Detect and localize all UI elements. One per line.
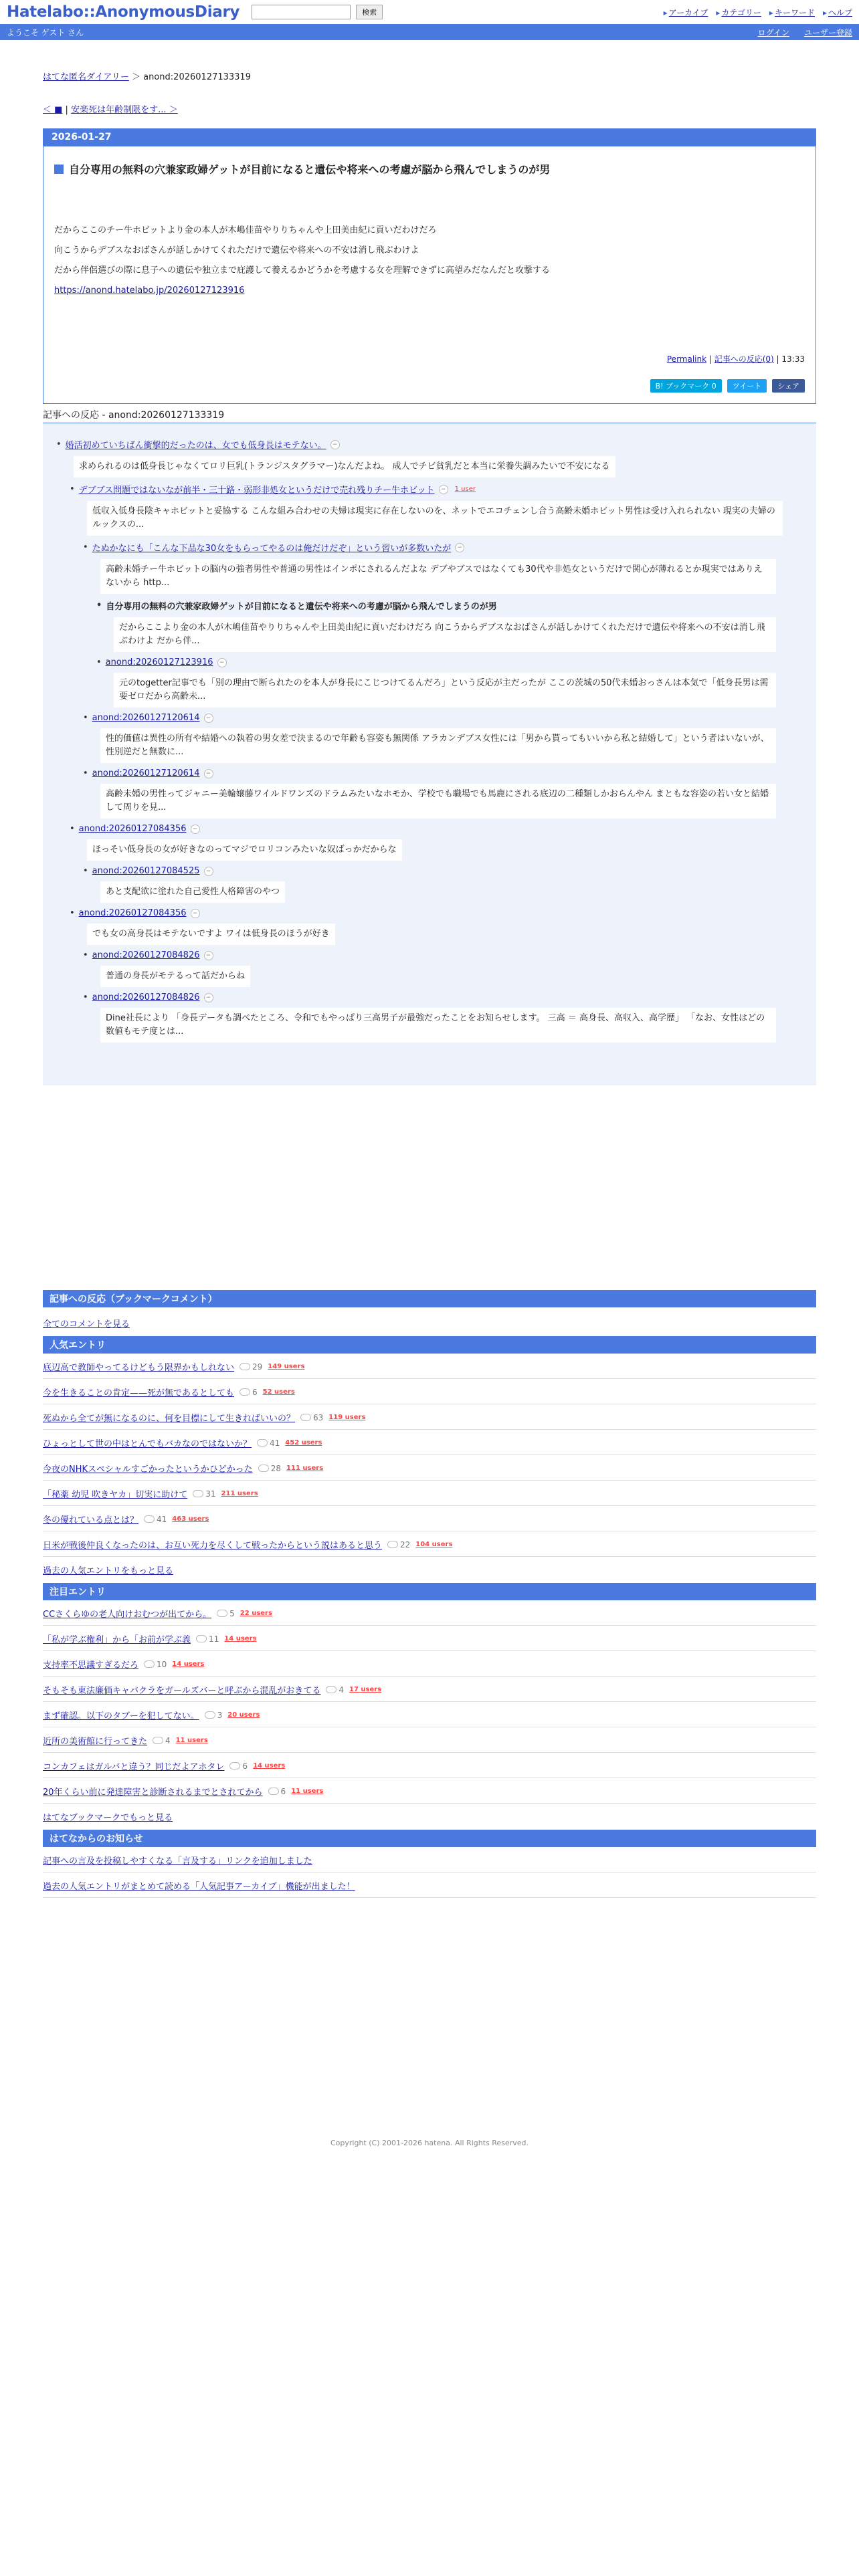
popular-list <box>43 1354 816 1557</box>
user-bar <box>0 24 859 40</box>
bookmark-users[interactable]: 211 users <box>221 1490 258 1497</box>
article <box>43 128 816 404</box>
reaction-excerpt: だからここより金の本人が木嶋佳苗やりりちゃんや上田美由紀に貢いだわけだろ 向こうからデブスなおばさんが話しかけてくれただけで遺伝や将来への不安は消し飛ぶわけよ だから伴... <box>114 617 776 652</box>
notable-entry-link[interactable]: CCさくらゆの老人向けおむつが出てから。 <box>43 1610 212 1620</box>
expand-icon[interactable]: − <box>191 909 200 918</box>
notable-entry-link[interactable]: 近所の美術館に行ってきた <box>43 1737 148 1747</box>
article-line: だから伴侶選びの際に息子への遺伝や独立まで庇護して養えるかどうかを考慮する女を理解できずに高望みだなんだと攻撃する <box>54 265 551 276</box>
comment-count-value: 29 <box>252 1362 263 1372</box>
comment-bubble-icon <box>144 1515 155 1523</box>
reaction-link[interactable]: • anond:20260127123916 <box>105 657 213 667</box>
popular-entry-link[interactable]: 死ぬから全てが無になるのに、何を目標にして生きればいいの？ <box>43 1414 296 1424</box>
comment-bubble-icon <box>193 1490 203 1497</box>
reaction-excerpt: Dine社長により 「身長データも調べたところ、令和でもやっぱり三高男子が最強だったことをお知らせします。 三高 ＝ 高身長、高収入、高学歴」 「なお、女性はどの数値もモテ度とは... <box>100 1008 776 1043</box>
popular-entry <box>43 1354 816 1379</box>
reaction-excerpt: 普通の身長がモテるって話だからね <box>100 966 250 987</box>
reaction-excerpt: 高齢未婚の男性ってジャニー美輪嬢藤ワイルドワンズのドラムみたいなホモか、学校でも職場でも馬鹿にされる底辺の二種類しかおらんやん まともな容姿の若い女と結婚して周りを見... <box>100 784 776 819</box>
comment-bubble-icon <box>153 1737 163 1744</box>
hatena-bookmark-button[interactable]: B! ブックマーク 0 <box>650 379 722 393</box>
comment-bubble-icon <box>217 1610 227 1617</box>
notable-entry <box>43 1778 816 1804</box>
breadcrumb-sep: ＞ <box>131 72 140 82</box>
notable-entry <box>43 1600 816 1626</box>
comment-count[interactable] <box>257 1438 280 1448</box>
expand-icon[interactable]: − <box>191 825 200 834</box>
comment-count-value: 4 <box>339 1685 344 1695</box>
comment-bubble-icon <box>144 1660 155 1668</box>
comment-count-value: 6 <box>252 1387 258 1397</box>
nav-help[interactable]: ▸ ヘルプ <box>823 7 852 18</box>
comment-bubble-icon <box>240 1363 250 1370</box>
notable-more <box>43 1804 816 1830</box>
comment-bubble-icon <box>196 1635 207 1642</box>
expand-icon[interactable]: − <box>204 714 213 723</box>
comment-count[interactable] <box>193 1489 215 1499</box>
comment-bubble-icon <box>257 1439 268 1446</box>
breadcrumb-home[interactable]: はてな匿名ダイアリー <box>43 72 129 82</box>
facebook-share-button[interactable]: シェア <box>772 379 805 393</box>
comment-count-value: 6 <box>280 1786 286 1796</box>
bookmark-users[interactable]: 14 users <box>172 1660 205 1668</box>
article-body <box>54 221 805 301</box>
current-entry-title: • 自分専用の無料の穴兼家政婦ゲットが目前になると遺伝や将来への考慮が脳から飛んでしまうのが男 <box>106 602 497 612</box>
article-time: 13:33 <box>781 354 805 364</box>
bookmark-users[interactable]: 14 users <box>253 1762 286 1769</box>
bookmark-users[interactable]: 14 users <box>224 1635 257 1642</box>
reaction-link[interactable]: • anond:20260127120614 <box>92 768 200 778</box>
reaction-excerpt: でも女の高身長はモテないですよ ワイは低身長のほうが好き <box>87 924 335 945</box>
next-link[interactable]: 安楽死は年齢制限をす... ＞ <box>71 105 178 115</box>
comment-bubble-icon <box>326 1686 337 1693</box>
news-link[interactable]: 過去の人気エントリがまとめて読める「人気記事アーカイブ」機能が出ました！ <box>43 1882 355 1892</box>
popular-entry <box>43 1455 816 1481</box>
breadcrumb-current: anond:20260127133319 <box>143 72 251 82</box>
comment-bubble-icon <box>268 1788 279 1795</box>
comment-count-value: 10 <box>157 1659 167 1669</box>
comment-count[interactable] <box>326 1685 344 1695</box>
reaction-link[interactable]: • anond:20260127084356 <box>78 908 187 918</box>
bookmark-users[interactable]: 11 users <box>291 1788 324 1795</box>
bookmark-users[interactable]: 20 users <box>227 1711 260 1719</box>
nav-keyword[interactable]: ▸ キーワード <box>769 7 815 18</box>
expand-icon[interactable]: − <box>204 769 213 778</box>
bookmark-users[interactable]: 463 users <box>172 1515 209 1523</box>
comment-count[interactable] <box>144 1660 167 1669</box>
bookmark-users[interactable]: 111 users <box>286 1465 324 1472</box>
comment-count-value: 63 <box>313 1412 324 1422</box>
article-title-row <box>54 161 805 177</box>
comment-count-value: 5 <box>229 1608 235 1618</box>
comment-count-value: 3 <box>217 1710 223 1720</box>
login-link[interactable]: ログイン <box>757 27 789 37</box>
news-heading: はてなからのお知らせ <box>43 1830 816 1847</box>
notable-entry <box>43 1727 816 1753</box>
expand-icon[interactable]: − <box>455 543 464 552</box>
expand-icon[interactable]: − <box>204 951 213 960</box>
popular-entry-link[interactable]: 日米が戦後仲良くなったのは、お互い死力を尽くして戦ったからという説はあると思う <box>43 1541 383 1551</box>
expand-icon[interactable]: − <box>330 440 340 449</box>
comment-count-value: 4 <box>165 1735 171 1745</box>
expand-icon[interactable]: − <box>204 867 213 876</box>
bookmark-users[interactable]: 119 users <box>328 1414 366 1421</box>
square-icon <box>54 165 64 174</box>
reaction-link[interactable]: • anond:20260127084826 <box>92 950 200 960</box>
comment-bubble-icon <box>240 1388 250 1396</box>
share-row <box>43 379 805 393</box>
bookmark-users[interactable]: 11 users <box>175 1737 208 1744</box>
comment-count[interactable] <box>240 1362 262 1372</box>
popular-entry-link[interactable]: 底辺高で教師やってるけどもう限界かもしれない <box>43 1363 235 1373</box>
notable-entry <box>43 1626 816 1651</box>
notable-entry-link[interactable]: 支持率不思議すぎるだろ <box>43 1660 139 1671</box>
notable-entry <box>43 1677 816 1702</box>
article-line: 向こうからデブスなおばさんが話しかけてくれただけで遺伝や将来への不安は消し飛ぶわけよ <box>54 245 419 255</box>
article-line: だからここのチー牛ホビットより金の本人が木嶋佳苗やりりちゃんや上田美由紀に貢いだわけだろ <box>54 225 437 235</box>
bookmark-users[interactable]: 17 users <box>349 1686 382 1693</box>
reactions-link[interactable]: 記事への反応(0) <box>714 354 774 364</box>
notable-entry-link[interactable]: 「私が学ぶ権利」から「お前が学ぶ義 <box>43 1635 191 1645</box>
notable-entry-link[interactable]: まず確認。以下のタブーを犯してない。 <box>43 1711 199 1721</box>
comment-count[interactable] <box>229 1761 248 1771</box>
breadcrumb <box>43 70 816 82</box>
pager-sep: | <box>62 105 72 115</box>
reaction-excerpt: 求められるのは低身長じゃなくてロリ巨乳(トランジスタグラマー)なんだよね。 成人でチビ貧乳だと本当に栄養失調みたいで不安になる <box>74 456 615 477</box>
bookmark-users[interactable]: 52 users <box>262 1388 295 1396</box>
nav-category[interactable]: ▸ カテゴリー <box>716 7 761 18</box>
pager <box>43 102 816 115</box>
reaction-excerpt: あと支配欲に塗れた自己愛性人格障害のやつ <box>100 881 285 903</box>
notable-entry <box>43 1702 816 1727</box>
bookmark-heading: 記事への反応（ブックマークコメント） <box>43 1290 816 1307</box>
comment-count-value: 22 <box>400 1539 411 1549</box>
reaction-excerpt: 低収入低身長陰キャホビットと妥協する こんな組み合わせの夫婦は現実に存在しないのを、ネットでエコチェンし合う高齢未婚ホビット男性は受け入れられない 現実の夫婦のルックスの... <box>87 501 783 536</box>
popular-heading: 人気エントリ <box>43 1336 816 1354</box>
comment-count-value: 11 <box>209 1634 219 1644</box>
comment-count[interactable] <box>387 1540 410 1549</box>
reaction-link[interactable]: • anond:20260127084525 <box>92 866 200 876</box>
comment-count[interactable] <box>196 1634 219 1644</box>
main-content <box>43 70 816 2147</box>
expand-icon[interactable]: − <box>439 485 448 494</box>
comment-count-value: 41 <box>270 1438 280 1448</box>
reaction-link[interactable]: • 婚活初めていちばん衝撃的だったのは、女でも低身長はモテない。 <box>65 441 326 451</box>
register-link[interactable]: ユーザー登録 <box>803 27 852 37</box>
comment-count[interactable] <box>258 1464 281 1473</box>
reactions-heading: 記事への反応 - anond:20260127133319 <box>43 408 816 423</box>
bookmark-users[interactable]: 452 users <box>285 1439 322 1446</box>
notable-heading: 注目エントリ <box>43 1583 816 1600</box>
nav-archive[interactable]: ▸ アーカイブ <box>664 7 708 18</box>
popular-more <box>43 1557 816 1583</box>
reaction-link[interactable]: • anond:20260127084826 <box>92 992 200 1002</box>
prev-link[interactable]: ＜ ■ <box>43 105 63 115</box>
notable-entry-link[interactable]: 20年くらい前に発達障害と診断されるまでとされてから <box>43 1788 263 1798</box>
reaction-link[interactable]: • デブブス問題ではないなが前半・三十路・弱形非処女というだけで売れ残りチー牛ホビット <box>78 486 435 496</box>
bookmark-users[interactable]: 149 users <box>268 1363 305 1370</box>
top-header <box>0 0 859 24</box>
popular-entry <box>43 1531 816 1557</box>
comment-count[interactable] <box>217 1609 235 1618</box>
comment-count-value: 28 <box>270 1463 282 1473</box>
popular-entry-link[interactable]: 冬の優れている点とは？ <box>43 1515 139 1525</box>
popular-entry <box>43 1430 816 1455</box>
comment-bubble-icon <box>387 1541 398 1548</box>
comment-bubble-icon <box>205 1711 215 1719</box>
bookmark-users[interactable]: 22 users <box>240 1610 272 1617</box>
search-button[interactable]: 検索 <box>356 5 383 19</box>
popular-entry-link[interactable]: 今夜のNHKスペシャルすごかったというかひどかった <box>43 1465 253 1475</box>
popular-entry-link[interactable]: ひょっとして世の中はとんでもバカなのではないか？ <box>43 1439 252 1449</box>
comment-count[interactable] <box>268 1787 286 1796</box>
footer-copyright: Copyright (C) 2001-2026 hatena. All Rights Reserved. <box>330 2139 529 2147</box>
comment-count[interactable] <box>240 1388 258 1397</box>
all-comments-link[interactable]: 全てのコメントを見る <box>43 1319 130 1329</box>
permalink[interactable]: Permalink <box>666 354 707 364</box>
reaction-link[interactable]: • たぬかなにも「こんな下品な30女をもらってやるのは俺だけだぞ」という習いが多数いたが <box>92 544 452 554</box>
bookmark-users[interactable]: 104 users <box>415 1541 453 1548</box>
welcome-text: ようこそ ゲスト さん <box>7 27 84 37</box>
popular-more-link[interactable]: 過去の人気エントリをもっと見る <box>43 1566 174 1576</box>
comment-count[interactable] <box>205 1711 223 1720</box>
popular-entry-link[interactable]: 「秘薬 幼児 吹きヤカ」切実に助けて <box>43 1490 188 1500</box>
reaction-tree <box>43 423 816 1085</box>
notable-entry-link[interactable]: コンカフェはガルバと違う？同じだよアホタレ <box>43 1762 225 1772</box>
news-item <box>43 1872 816 1898</box>
reaction-excerpt: 元のtogetter記事でも「別の理由で断られたのを本人が身長にこじつけてるんだろ」という反応が主だったが ここの茨城の50代未婚おっさんは本気で「低身長男は需要ゼロだから高齢未... <box>114 673 776 708</box>
news-item <box>43 1847 816 1872</box>
notable-entry <box>43 1651 816 1677</box>
comment-count-value: 41 <box>157 1514 167 1524</box>
popular-entry <box>43 1506 816 1531</box>
notable-more-link[interactable]: はてなブックマークでもっと見る <box>43 1813 173 1823</box>
user-count[interactable]: 1 user <box>454 486 476 493</box>
article-link[interactable]: https://anond.hatelabo.jp/20260127123916 <box>54 286 245 296</box>
all-comments <box>43 1307 816 1336</box>
comment-bubble-icon <box>229 1762 240 1769</box>
comment-count[interactable] <box>144 1515 167 1524</box>
expand-icon[interactable]: − <box>204 993 213 1002</box>
tweet-button[interactable]: ツイート <box>727 379 767 393</box>
top-links <box>664 7 852 18</box>
popular-entry-link[interactable]: 今を生きることの肯定——死が無であるとしても <box>43 1388 235 1398</box>
popular-entry <box>43 1481 816 1506</box>
article-footer: Permalink | 記事への反応(0) | 13:33 <box>666 354 805 364</box>
comment-count[interactable] <box>153 1736 171 1745</box>
search-input[interactable] <box>252 5 351 19</box>
reaction-excerpt: 性的価値は異性の所有や結婚への執着の男女差で決まるので年齢も容姿も無関係 アラカンデブス女性には「男から貰ってもいいから私と結婚して」という者はいないが、性別逆だと無数に... <box>100 728 776 763</box>
notable-entry <box>43 1753 816 1778</box>
article-date: 2026-01-27 <box>43 129 816 146</box>
notable-entry-link[interactable]: そもそも東法廉価キャバクラをガールズバーと呼ぶから混乱がおきてる <box>43 1686 321 1696</box>
news-link[interactable]: 記事への言及を投稿しやすくなる「言及する」リンクを追加しました <box>43 1856 312 1866</box>
site-logo[interactable]: Hatelabo::AnonymousDiary <box>7 3 240 21</box>
reaction-link[interactable]: • anond:20260127084356 <box>78 824 187 834</box>
comment-bubble-icon <box>258 1465 269 1472</box>
reaction-excerpt: ほっそい低身長の女が好きなのってマジでロリコンみたいな奴ばっかだからな <box>87 839 402 861</box>
comment-count-value: 31 <box>205 1489 216 1499</box>
popular-entry <box>43 1404 816 1430</box>
expand-icon[interactable]: − <box>217 658 227 667</box>
ad-space <box>43 1085 816 1290</box>
reaction-link[interactable]: • anond:20260127120614 <box>92 713 200 723</box>
comment-bubble-icon <box>300 1414 311 1421</box>
article-title: 自分専用の無料の穴兼家政婦ゲットが目前になると遺伝や将来への考慮が脳から飛んでしまうのが男 <box>69 163 551 176</box>
comment-count-value: 6 <box>242 1761 248 1771</box>
popular-entry <box>43 1379 816 1404</box>
comment-count[interactable] <box>300 1413 323 1422</box>
notable-list <box>43 1600 816 1804</box>
reaction-excerpt: 高齢未婚チー牛ホビットの脳内の強者男性や普通の男性はインポにされるんだよな デブやブスではなくても30代や非処女というだけで関心が薄れるとか現実ではありえないから http... <box>100 559 776 594</box>
